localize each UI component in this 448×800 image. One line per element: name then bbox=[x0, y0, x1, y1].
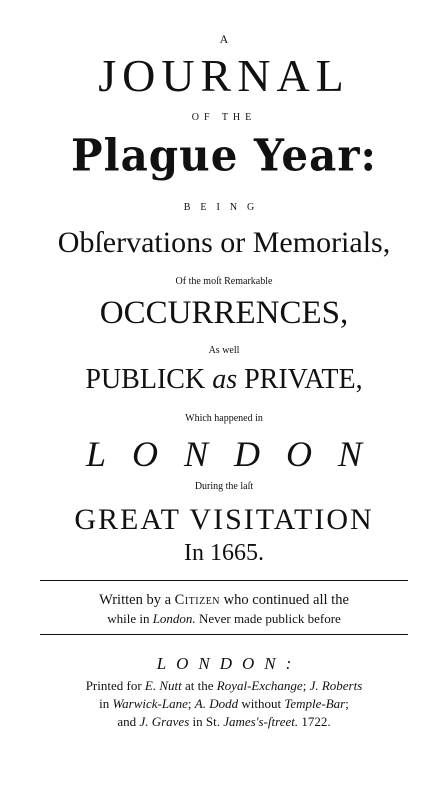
year-line: In 1665. bbox=[184, 540, 264, 566]
warwick-lane: Warwick-Lane bbox=[112, 696, 188, 711]
separator-1: ; bbox=[302, 678, 307, 693]
while-in-line bbox=[0, 612, 448, 625]
royal-exchange: Royal-Exchange bbox=[216, 678, 303, 693]
imprint-line-2 bbox=[0, 697, 448, 710]
as-well-line: As well bbox=[208, 345, 240, 356]
occurrences-line: OCCURRENCES, bbox=[99, 295, 349, 331]
great-visitation-line: GREAT VISITATION bbox=[74, 503, 374, 536]
printer-a-dodd: A. Dodd bbox=[194, 696, 239, 711]
title-plague-year: Plague Year: bbox=[71, 129, 377, 182]
never-made-text: Never made publick before bbox=[198, 611, 341, 626]
in-text: in bbox=[99, 696, 110, 711]
which-happened-line: Which happened in bbox=[185, 413, 263, 424]
printer-j-graves: J. Graves bbox=[139, 714, 190, 729]
printer-j-roberts: J. Roberts bbox=[309, 678, 363, 693]
james-street: James's-ſtreet. bbox=[223, 714, 299, 729]
being-line: BEING bbox=[183, 202, 265, 213]
of-the-most-remarkable-line: Of the moſt Remarkable bbox=[175, 276, 273, 287]
imprint-city: LONDON: bbox=[156, 654, 302, 673]
in-st-text: in St. bbox=[192, 714, 220, 729]
title-journal: JOURNAL bbox=[98, 50, 350, 101]
without-text: without bbox=[241, 696, 282, 711]
separator-3: ; bbox=[345, 696, 349, 711]
imprint-year: 1722. bbox=[301, 714, 331, 729]
imprint-line-1 bbox=[0, 679, 448, 692]
publick-word: PUBLICK bbox=[85, 364, 206, 395]
and-text: and bbox=[117, 714, 137, 729]
top-divider bbox=[40, 580, 408, 581]
separator-2: ; bbox=[187, 696, 192, 711]
who-continued-text: who continued all the bbox=[223, 592, 349, 608]
publick-private-line bbox=[0, 366, 448, 394]
temple-bar: Temple-Bar bbox=[284, 696, 346, 711]
during-the-last-line: During the laſt bbox=[194, 481, 254, 492]
printed-for-text: Printed for bbox=[85, 678, 142, 693]
observations-line: Obſervations or Memorials, bbox=[57, 226, 391, 259]
london-italic-word: London. bbox=[152, 611, 196, 626]
printer-e-nutt: E. Nutt bbox=[144, 678, 182, 693]
article-a: A bbox=[219, 32, 229, 46]
london-line: LONDON bbox=[85, 434, 389, 474]
as-word: as bbox=[212, 364, 238, 395]
private-word: PRIVATE, bbox=[244, 364, 363, 395]
citizen-word: Citizen bbox=[174, 592, 221, 608]
written-by-text: Written by a bbox=[99, 592, 172, 608]
imprint-line-3 bbox=[0, 715, 448, 728]
of-the-line: OF THE bbox=[191, 112, 257, 123]
while-in-text: while in bbox=[107, 611, 150, 626]
bottom-divider bbox=[40, 634, 408, 635]
written-by-line bbox=[0, 593, 448, 608]
at-the-text: at the bbox=[185, 678, 214, 693]
